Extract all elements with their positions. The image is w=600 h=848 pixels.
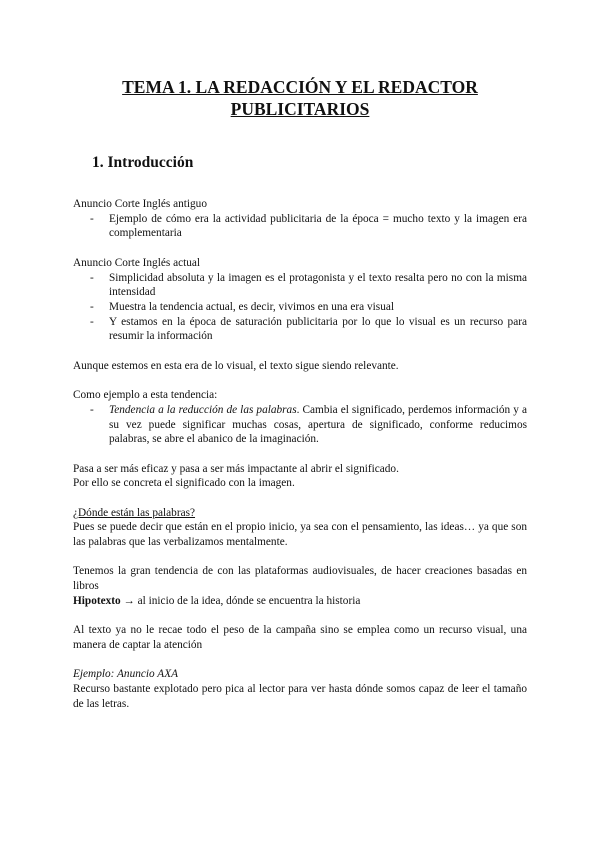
- document-body: [73, 197, 527, 711]
- list-item: - Ejemplo de cómo era la actividad publicitaria de la época = mucho texto y la imagen era complementaria: [73, 212, 527, 241]
- paragraph-eficaz-1: Pasa a ser más eficaz y pasa a ser más impactante al abrir el significado.: [73, 462, 399, 475]
- tendencia-text: . Cambia el significado, perdemos información y a su vez puede significar muchas cosas, apertura de significado, conforme reducimos palabras, se abre el abanico de la imaginación.: [109, 403, 527, 446]
- list-item: - Simplicidad absoluta y la imagen es el protagonista y el texto resalta pero no con la misma intensidad: [73, 271, 527, 300]
- list-item: [73, 403, 527, 447]
- block2-list: [73, 271, 527, 345]
- paragraph-tendencia: Tenemos la gran tendencia de con las plataformas audiovisuales, de hacer creaciones basadas en libros: [73, 565, 527, 593]
- document-title: [73, 76, 527, 120]
- block1-list: [73, 212, 527, 241]
- title-line-2: PUBLICITARIOS: [230, 99, 370, 119]
- question-text: Pues se puede decir que están en el propio inicio, ya sea con el pensamiento, las ideas… ya que son las palabras que las verbalizamos mentalmente.: [73, 521, 527, 549]
- title-line-1: TEMA 1. LA REDACCIÓN Y EL REDACTOR: [122, 77, 478, 97]
- tendencia-term: Tendencia a la reducción de las palabras: [109, 403, 297, 416]
- hipotexto-definition: → al inicio de la idea, dónde se encuentra la historia: [120, 594, 361, 607]
- example-text: Recurso bastante explotado pero pica al lector para ver hasta dónde somos capaz de leer el tamaño de las letras.: [73, 683, 527, 710]
- list-item: - Y estamos en la época de saturación publicitaria por lo que lo visual es un recurso para resumir la información: [73, 315, 527, 344]
- example-heading: Ejemplo: Anuncio AXA: [73, 668, 178, 681]
- paragraph-peso: Al texto ya no le recae todo el peso de la campaña sino se emplea como un recurso visual, una manera de captar la atención: [73, 624, 527, 651]
- block1-label: Anuncio Corte Inglés antiguo: [73, 198, 207, 210]
- block2-label: Anuncio Corte Inglés actual: [73, 256, 201, 269]
- section-heading: 1. Introducción: [92, 154, 194, 171]
- paragraph-relevante: Aunque estemos en esta era de lo visual, el texto sigue siendo relevante.: [73, 359, 399, 372]
- hipotexto-term: Hipotexto: [73, 594, 121, 607]
- list-item: - Muestra la tendencia actual, es decir, vivimos en una era visual: [73, 300, 527, 315]
- block3-list: [73, 403, 527, 447]
- hipotexto-line: [73, 594, 527, 609]
- question-heading: ¿Dónde están las palabras?: [73, 506, 196, 519]
- block3-label: Como ejemplo a esta tendencia:: [73, 389, 218, 402]
- paragraph-eficaz-2: Por ello se concreta el significado con la imagen.: [73, 477, 295, 490]
